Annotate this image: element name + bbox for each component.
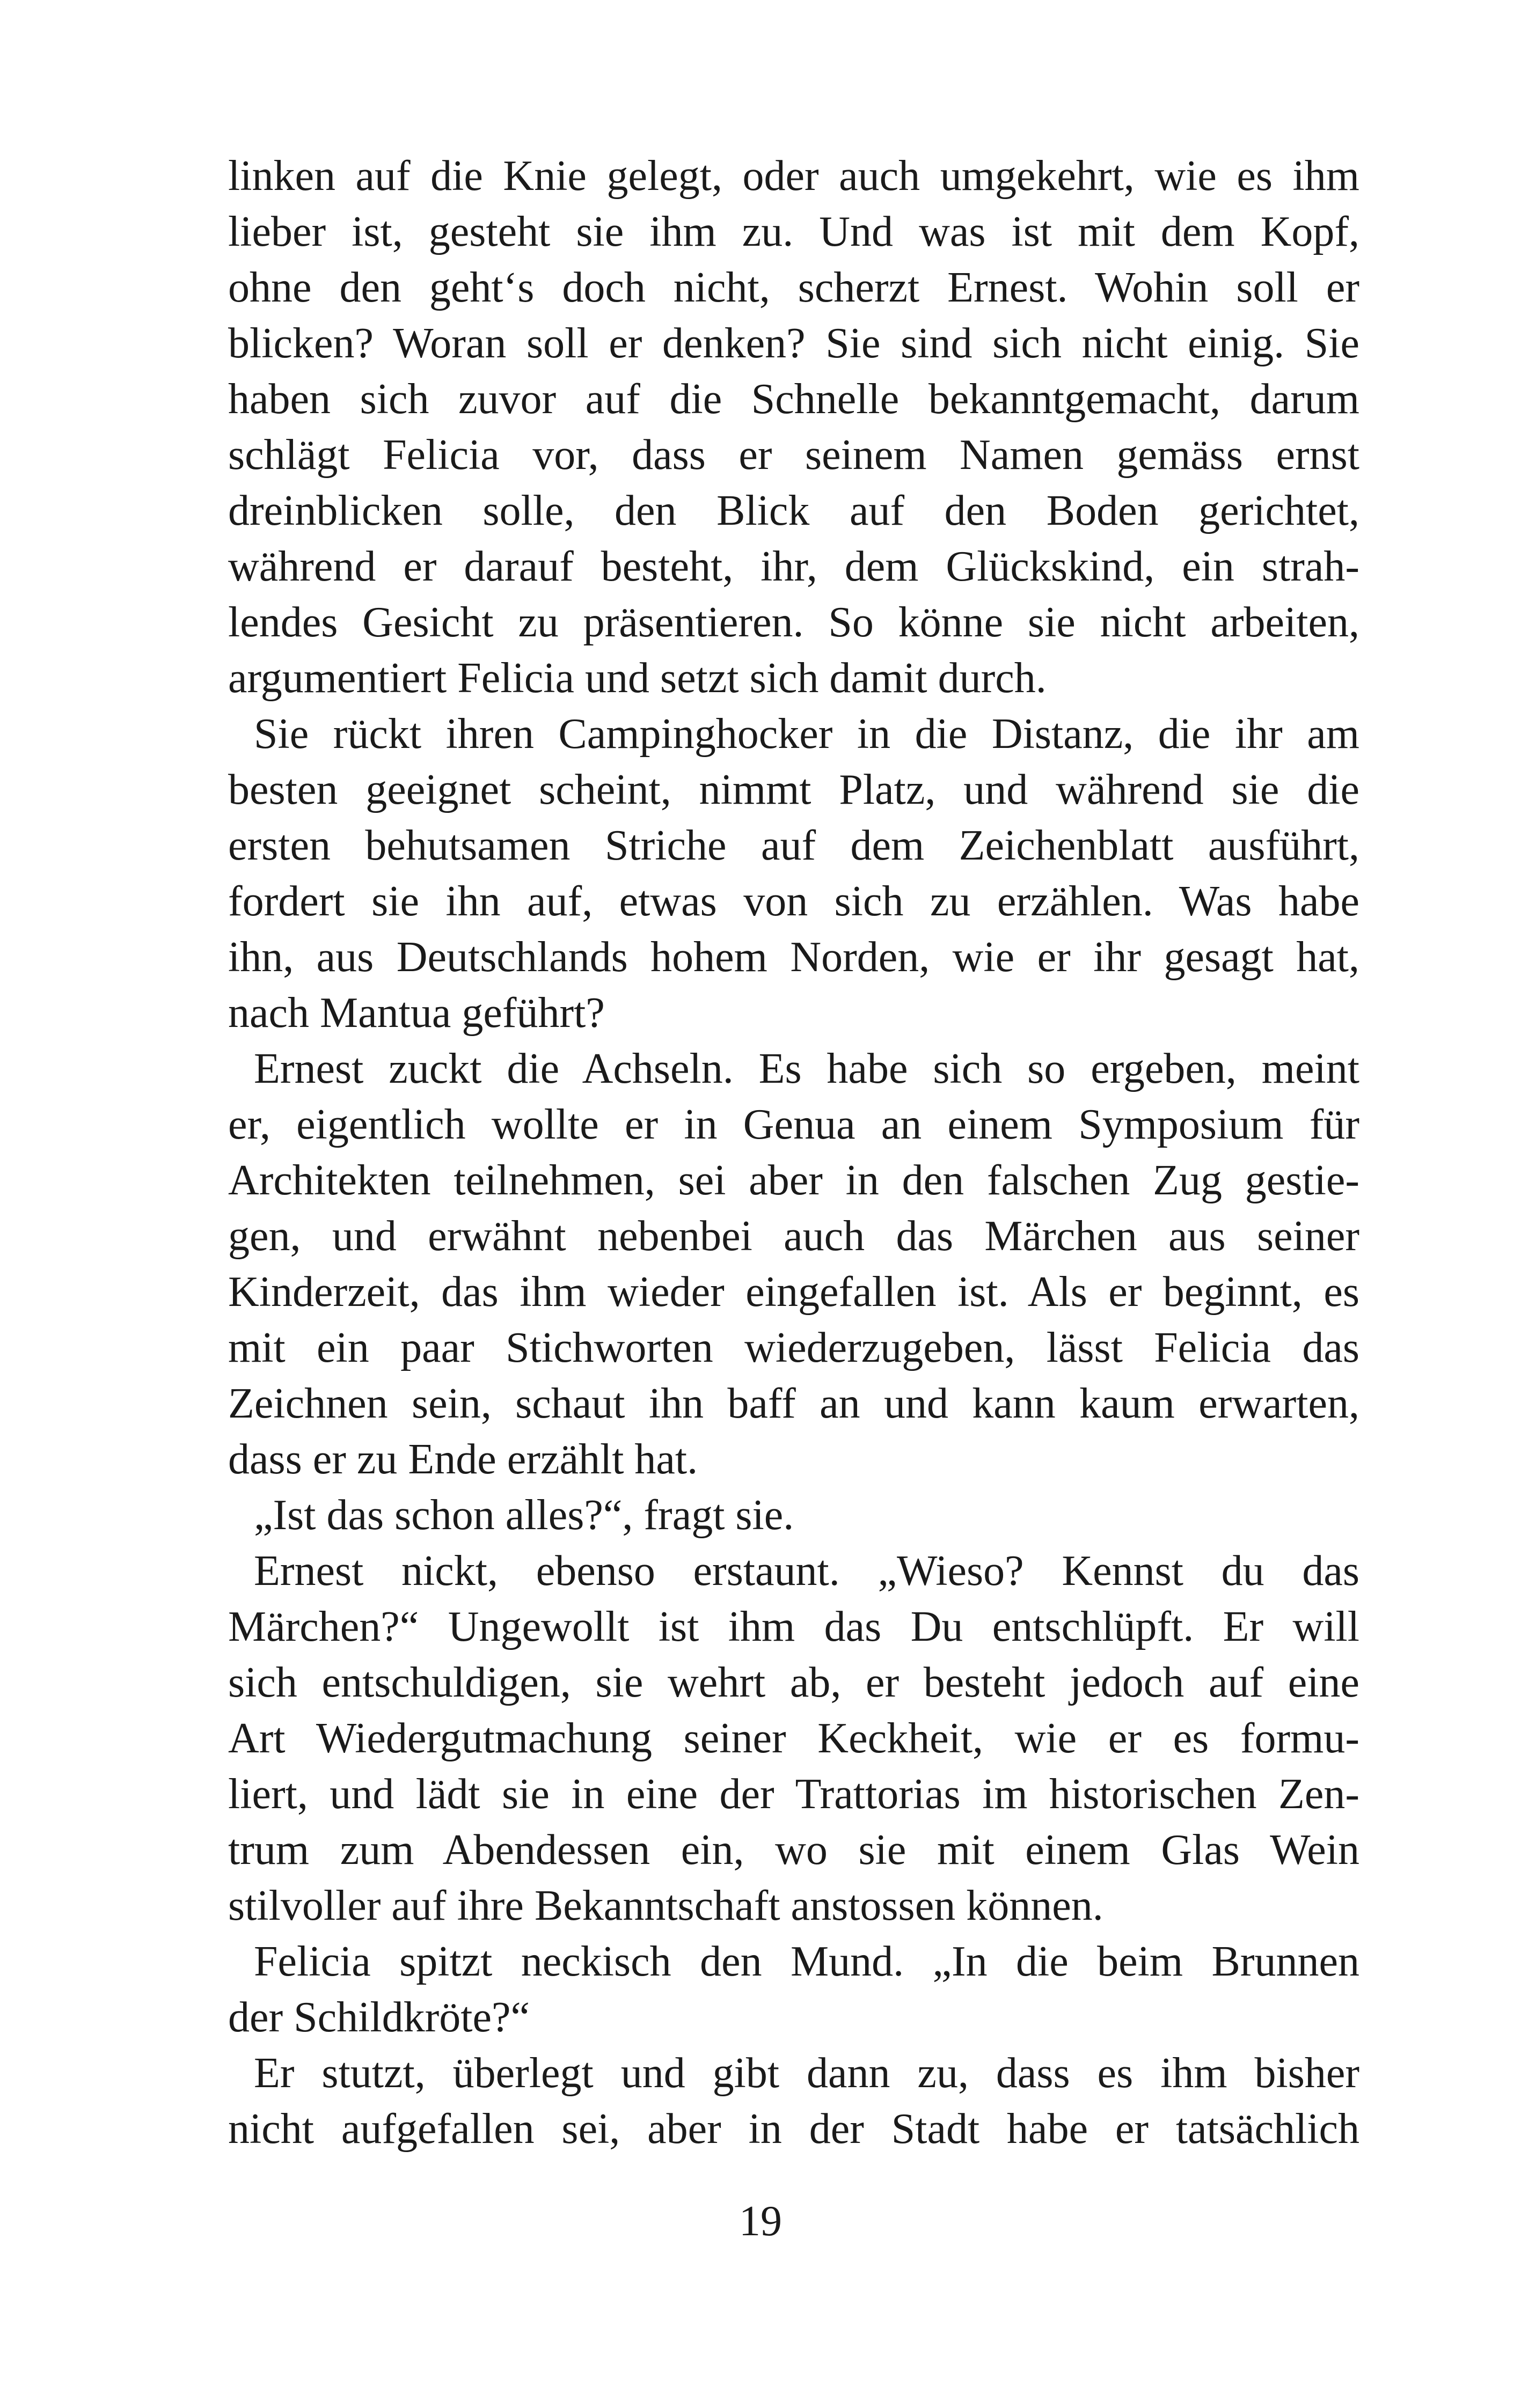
paragraph-start-line: Ernest nickt, ebenso erstaunt. „Wieso? Kennst du das bbox=[254, 1547, 1359, 1595]
text-line: schlägt Felicia vor, dass er seinem Namen gemäss ernst bbox=[228, 431, 1359, 479]
text-line: gen, und erwähnt nebenbei auch das Märchen aus seiner bbox=[228, 1213, 1359, 1260]
text-line: haben sich zuvor auf die Schnelle bekanntgemacht, darum bbox=[228, 376, 1359, 423]
text-line: Kinderzeit, das ihm wieder eingefallen ist. Als er beginnt, es bbox=[228, 1268, 1359, 1316]
paragraph-end-line: stilvoller auf ihre Bekanntschaft anstossen können. bbox=[228, 1882, 1103, 1929]
text-line: fordert sie ihn auf, etwas von sich zu erzählen. Was habe bbox=[228, 878, 1359, 925]
dialogue-line: „Ist das schon alles?“, fragt sie. bbox=[254, 1492, 794, 1539]
text-line: linken auf die Knie gelegt, oder auch umgekehrt, wie es ihm bbox=[228, 152, 1359, 200]
paragraph-end-line: dass er zu Ende erzählt hat. bbox=[228, 1436, 698, 1483]
text-line: liert, und lädt sie in eine der Trattorias im historischen Zen- bbox=[228, 1771, 1359, 1818]
text-line: ihn, aus Deutschlands hohem Norden, wie er ihr gesagt hat, bbox=[228, 934, 1359, 981]
paragraph-end-line: der Schildkröte?“ bbox=[228, 1994, 530, 2041]
paragraph-start-line: Er stutzt, überlegt und gibt dann zu, dass es ihm bisher bbox=[254, 2050, 1359, 2097]
text-line: während er darauf besteht, ihr, dem Glückskind, ein strah- bbox=[228, 543, 1359, 590]
paragraph-start-line: Felicia spitzt neckisch den Mund. „In die beim Brunnen bbox=[254, 1938, 1359, 1985]
text-line: mit ein paar Stichworten wiederzugeben, lässt Felicia das bbox=[228, 1324, 1359, 1371]
text-line: dreinblicken solle, den Blick auf den Boden gerichtet, bbox=[228, 487, 1359, 534]
text-line: lieber ist, gesteht sie ihm zu. Und was ist mit dem Kopf, bbox=[228, 208, 1359, 255]
page-number: 19 bbox=[739, 2198, 782, 2245]
text-line: sich entschuldigen, sie wehrt ab, er besteht jedoch auf eine bbox=[228, 1659, 1359, 1706]
paragraph-start-line: Ernest zuckt die Achseln. Es habe sich so ergeben, meint bbox=[254, 1045, 1359, 1092]
text-line: blicken? Woran soll er denken? Sie sind sich nicht einig. Sie bbox=[228, 320, 1359, 367]
paragraph-end-line: nach Mantua geführt? bbox=[228, 989, 605, 1037]
text-line: ohne den geht‘s doch nicht, scherzt Ernest. Wohin soll er bbox=[228, 264, 1359, 311]
paragraph-start-line: Sie rückt ihren Campinghocker in die Distanz, die ihr am bbox=[254, 710, 1359, 758]
text-line: Art Wiedergutmachung seiner Keckheit, wie er es formu- bbox=[228, 1715, 1359, 1762]
text-line: er, eigentlich wollte er in Genua an einem Symposium für bbox=[228, 1101, 1359, 1148]
text-line: Märchen?“ Ungewollt ist ihm das Du entschlüpft. Er will bbox=[228, 1603, 1359, 1650]
text-line: trum zum Abendessen ein, wo sie mit einem Glas Wein bbox=[228, 1826, 1359, 1874]
text-line: besten geeignet scheint, nimmt Platz, und während sie die bbox=[228, 766, 1359, 813]
text-line: lendes Gesicht zu präsentieren. So könne sie nicht arbeiten, bbox=[228, 599, 1359, 646]
text-line: Zeichnen sein, schaut ihn baff an und kann kaum erwarten, bbox=[228, 1380, 1359, 1427]
text-line: nicht aufgefallen sei, aber in der Stadt habe er tatsächlich bbox=[228, 2105, 1359, 2153]
paragraph-end-line: argumentiert Felicia und setzt sich damit durch. bbox=[228, 655, 1047, 702]
text-line: ersten behutsamen Striche auf dem Zeichenblatt ausführt, bbox=[228, 822, 1359, 869]
text-line: Architekten teilnehmen, sei aber in den falschen Zug gestie- bbox=[228, 1157, 1359, 1204]
